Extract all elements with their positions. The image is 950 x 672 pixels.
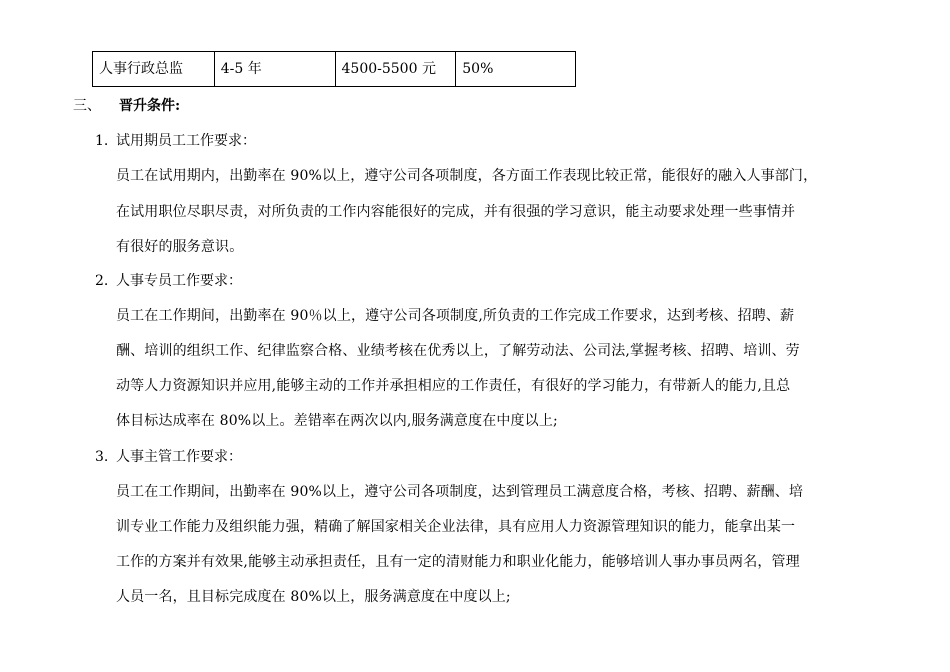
paragraph-line: 员工在工作期间，出勤率在 90%以上，遵守公司各项制度，达到管理员工满意度合格，考核、招聘、薪酬、培 xyxy=(116,484,804,500)
paragraph-line: 训专业工作能力及组织能力强，精确了解国家相关企业法律，具有应用人力资源管理知识的能力，能拿出某一 xyxy=(116,519,796,535)
paragraph-line: 有很好的服务意识。 xyxy=(116,239,244,255)
item-title: 人事主管工作要求： xyxy=(116,449,242,465)
table-cell-percent: 50% xyxy=(456,52,576,87)
table-cell-position: 人事行政总监 xyxy=(93,52,215,87)
item-number: 3. xyxy=(95,449,109,465)
item-title: 人事专员工作要求： xyxy=(116,273,242,289)
paragraph-line: 体目标达成率在 80%以上。差错率在两次以内,服务满意度在中度以上; xyxy=(116,413,558,429)
item-number: 1. xyxy=(95,133,109,149)
paragraph-line: 工作的方案并有效果,能够主动承担责任，且有一定的清财能力和职业化能力，能够培训人事办事员两名，管理 xyxy=(116,554,800,570)
paragraph-line: 动等人力资源知识并应用,能够主动的工作并承担相应的工作责任，有很好的学习能力，有带新人的能力,且总 xyxy=(116,378,791,394)
table-row xyxy=(93,52,576,87)
paragraph-line: 人员一名，且目标完成度在 80%以上，服务满意度在中度以上; xyxy=(116,589,511,605)
paragraph-line: 酬、培训的组织工作、纪律监察合格、业绩考核在优秀以上，了解劳动法、公司法,掌握考核、招聘、培训、劳 xyxy=(116,343,800,359)
paragraph-line: 员工在工作期间，出勤率在 90％以上，遵守公司各项制度,所负责的工作完成工作要求，达到考核、招聘、薪 xyxy=(116,308,795,324)
item-number: 2. xyxy=(95,273,109,289)
section-number: 三、 xyxy=(73,98,101,114)
salary-table xyxy=(92,51,576,87)
table-cell-years: 4-5 年 xyxy=(214,52,335,87)
table-cell-salary: 4500-5500 元 xyxy=(335,52,456,87)
item-title: 试用期员工工作要求： xyxy=(116,133,256,149)
paragraph-line: 在试用职位尽职尽责，对所负责的工作内容能很好的完成，并有很强的学习意识，能主动要求处理一些事情并 xyxy=(116,204,796,220)
paragraph-line: 员工在试用期内，出勤率在 90%以上，遵守公司各项制度，各方面工作表现比较正常，能很好的融入人事部门， xyxy=(116,168,818,184)
section-title: 晋升条件: xyxy=(119,98,181,114)
